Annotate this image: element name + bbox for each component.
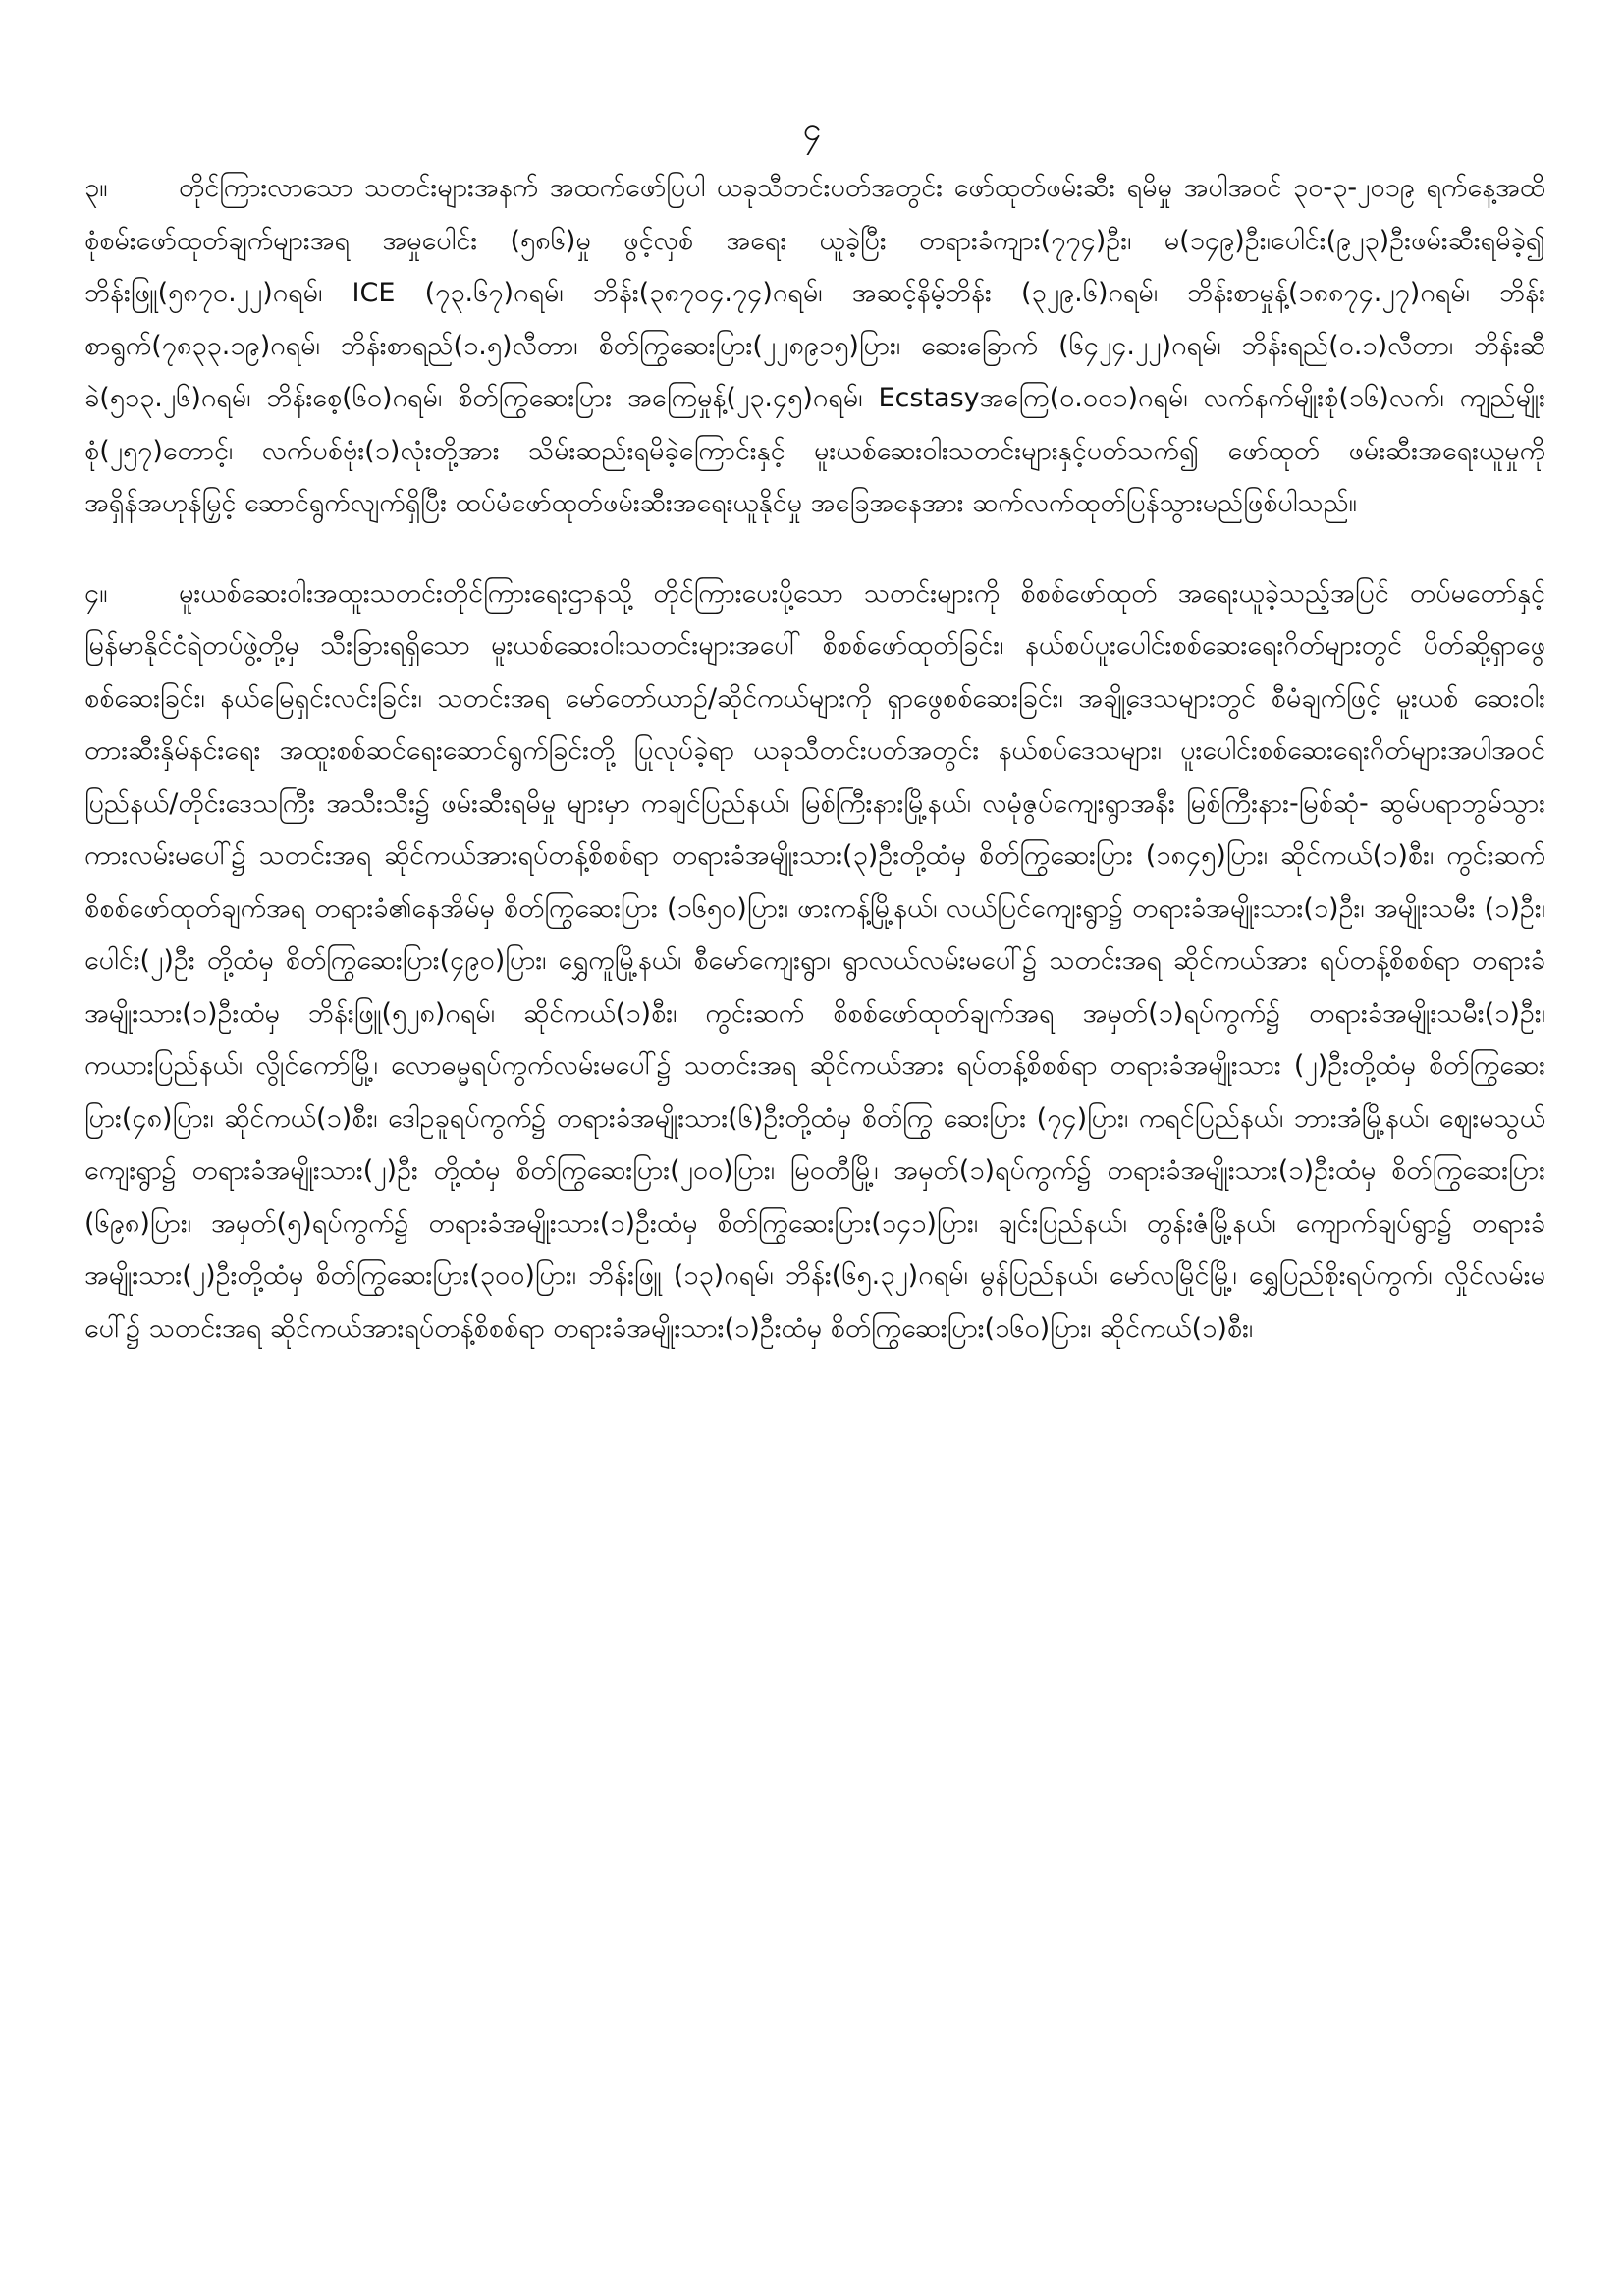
paragraph-3 <box>84 162 1545 530</box>
paragraph-text: မူးယစ်ဆေးဝါးအထူးသတင်းတိုင်ကြားရေးဌာနသို့ တိုင်ကြားပေးပို့သော သတင်းများကို စိစစ်ဖော်ထုတ် အရေးယူခဲ့သည့်အပြင် တပ်မတော်နှင့် မြန်မာနိုင်ငံရဲတပ်ဖွဲ့တို့မှ သီးခြားရရှိသော မူးယစ်ဆေးဝါးသတင်းများအပေါ် စိစစ်ဖော်ထုတ်ခြင်း၊ နယ်စပ်ပူးပေါင်းစစ်ဆေးရေးဂိတ်များတွင် ပိတ်ဆို့ရှာဖွေစစ်ဆေးခြင်း၊ နယ်မြေရှင်းလင်းခြင်း၊ သတင်းအရ မော်တော်ယာဉ်/ဆိုင်ကယ်များကို ရှာဖွေစစ်ဆေးခြင်း၊ အချို့ဒေသများတွင် စီမံချက်ဖြင့် မူးယစ် ဆေးဝါးတားဆီးနှိမ်နင်းရေး အထူးစစ်ဆင်ရေးဆောင်ရွက်ခြင်းတို့ ပြုလုပ်ခဲ့ရာ ယခုသီတင်းပတ်အတွင်း နယ်စပ်ဒေသများ၊ ပူးပေါင်းစစ်ဆေးရေးဂိတ်များအပါအဝင် ပြည်နယ်/တိုင်းဒေသကြီး အသီးသီး၌ ဖမ်းဆီးရမိမှု များမှာ ကချင်ပြည်နယ်၊ မြစ်ကြီးနားမြို့နယ်၊ လမုံဇွပ်ကျေးရွာအနီး မြစ်ကြီးနား-မြစ်ဆုံ- ဆွမ်ပရာဘွမ်သွား ကားလမ်းမပေါ်၌ သတင်းအရ ဆိုင်ကယ်အားရပ်တန့်စိစစ်ရာ တရားခံအမျိုးသား(၃)ဦးတို့ထံမှ စိတ်ကြွဆေးပြား (၁၈၄၅)ပြား၊ ဆိုင်ကယ်(၁)စီး၊ ကွင်းဆက်စိစစ်ဖော်ထုတ်ချက်အရ တရားခံ၏နေအိမ်မှ စိတ်ကြွဆေးပြား (၁၆၅၀)ပြား၊ ဖားကန့်မြို့နယ်၊ လယ်ပြင်ကျေးရွာ၌ တရားခံအမျိုးသား(၁)ဦး၊ အမျိုးသမီး (၁)ဦး၊ ပေါင်း(၂)ဦး တို့ထံမှ စိတ်ကြွဆေးပြား(၄၉၀)ပြား၊ ရွှေကူမြို့နယ်၊ စီမော်ကျေးရွာ၊ ရွာလယ်လမ်းမပေါ်၌ သတင်းအရ ဆိုင်ကယ်အား ရပ်တန့်စိစစ်ရာ တရားခံအမျိုးသား(၁)ဦးထံမှ ဘိန်းဖြူ(၅၂၈)ဂရမ်၊ ဆိုင်ကယ်(၁)စီး၊ ကွင်းဆက် စိစစ်ဖော်ထုတ်ချက်အရ အမှတ်(၁)ရပ်ကွက်၌ တရားခံအမျိုးသမီး(၁)ဦး၊ ကယားပြည်နယ်၊ လွိုင်ကော်မြို့၊ လောဓမ္မရပ်ကွက်လမ်းမပေါ်၌ သတင်းအရ ဆိုင်ကယ်အား ရပ်တန့်စိစစ်ရာ တရားခံအမျိုးသား (၂)ဦးတို့ထံမှ စိတ်ကြွဆေးပြား(၄၈)ပြား၊ ဆိုင်ကယ်(၁)စီး၊ ဒေါဥခူရပ်ကွက်၌ တရားခံအမျိုးသား(၆)ဦးတို့ထံမှ စိတ်ကြွ ဆေးပြား (၇၄)ပြား၊ ကရင်ပြည်နယ်၊ ဘားအံမြို့နယ်၊ ဈေးမသွယ်ကျေးရွာ၌ တရားခံအမျိုးသား(၂)ဦး တို့ထံမှ စိတ်ကြွဆေးပြား(၂၀၀)ပြား၊ မြဝတီမြို့၊ အမှတ်(၁)ရပ်ကွက်၌ တရားခံအမျိုးသား(၁)ဦးထံမှ စိတ်ကြွဆေးပြား (၆၉၈)ပြား၊ အမှတ်(၅)ရပ်ကွက်၌ တရားခံအမျိုးသား(၁)ဦးထံမှ စိတ်ကြွဆေးပြား(၁၄၁)ပြား၊ ချင်းပြည်နယ်၊ တွန်းဇံမြို့နယ်၊ ကျောက်ချပ်ရွာ၌ တရားခံအမျိုးသား(၂)ဦးတို့ထံမှ စိတ်ကြွဆေးပြား(၃၀၀)ပြား၊ ဘိန်းဖြူ (၁၃)ဂရမ်၊ ဘိန်း(၆၅.၃၂)ဂရမ်၊ မွန်ပြည်နယ်၊ မော်လမြိုင်မြို့၊ ရွှေပြည်စိုးရပ်ကွက်၊ လှိုင်လမ်းမပေါ်၌ သတင်းအရ ဆိုင်ကယ်အားရပ်တန့်စိစစ်ရာ တရားခံအမျိုးသား(၁)ဦးထံမှ စိတ်ကြွဆေးပြား(၁၆၀)ပြား၊ ဆိုင်ကယ်(၁)စီး၊ <box>84 577 1545 1344</box>
paragraph-text: တိုင်ကြားလာသော သတင်းများအနက် အထက်ဖော်ပြပါ ယခုသီတင်းပတ်အတွင်း ဖော်ထုတ်ဖမ်းဆီး ရမိမှု အပါအဝင် ၃၀-၃-၂၀၁၉ ရက်နေ့အထိ စုံစမ်းဖော်ထုတ်ချက်များအရ အမှုပေါင်း (၅၈၆)မှု ဖွင့်လှစ် အရေး ယူခဲ့ပြီး တရားခံကျား(၇၇၄)ဦး၊ မ(၁၄၉)ဦး၊ပေါင်း(၉၂၃)ဦးဖမ်းဆီးရမိခဲ့၍ ဘိန်းဖြူ(၅၈၇၀.၂၂)ဂရမ်၊ ICE (၇၃.၆၇)ဂရမ်၊ ဘိန်း(၃၈၇၀၄.၇၄)ဂရမ်၊ အဆင့်နိမ့်ဘိန်း (၃၂၉.၆)ဂရမ်၊ ဘိန်းစာမှုန့်(၁၈၈၇၄.၂၇)ဂရမ်၊ ဘိန်းစာရွက်(၇၈၃၃.၁၉)ဂရမ်၊ ဘိန်းစာရည်(၁.၅)လီတာ၊ စိတ်ကြွဆေးပြား(၂၂၈၉၁၅)ပြား၊ ဆေးခြောက် (၆၄၂၄.၂၂)ဂရမ်၊ ဘိန်းရည်(၀.၁)လီတာ၊ ဘိန်းဆီခဲ(၅၁၃.၂၆)ဂရမ်၊ ဘိန်းစေ့(၆၀)ဂရမ်၊ စိတ်ကြွဆေးပြား အကြေမှုန့်(၂၃.၄၅)ဂရမ်၊ Ecstasyအကြေ(၀.၀၀၁)ဂရမ်၊ လက်နက်မျိုးစုံ(၁၆)လက်၊ ကျည်မျိုးစုံ(၂၅၇)တောင့်၊ လက်ပစ်ဗုံး(၁)လုံးတို့အား သိမ်းဆည်းရမိခဲ့ကြောင်းနှင့် မူးယစ်ဆေးဝါးသတင်းများနှင့်ပတ်သက်၍ ဖော်ထုတ် ဖမ်းဆီးအရေးယူမှုကိုအရှိန်အဟုန်မြှင့် ဆောင်ရွက်လျက်ရှိပြီး ထပ်မံဖော်ထုတ်ဖမ်းဆီးအရေးယူနိုင်မှု အခြေအနေအား ဆက်လက်ထုတ်ပြန်သွားမည်ဖြစ်ပါသည်။ <box>84 173 1545 518</box>
page-number: ၄ <box>802 110 822 149</box>
paragraph-number: ၃။ <box>84 173 108 203</box>
document-body <box>84 162 1545 1355</box>
paragraph-4 <box>84 567 1545 1356</box>
paragraph-number: ၄။ <box>84 577 108 609</box>
